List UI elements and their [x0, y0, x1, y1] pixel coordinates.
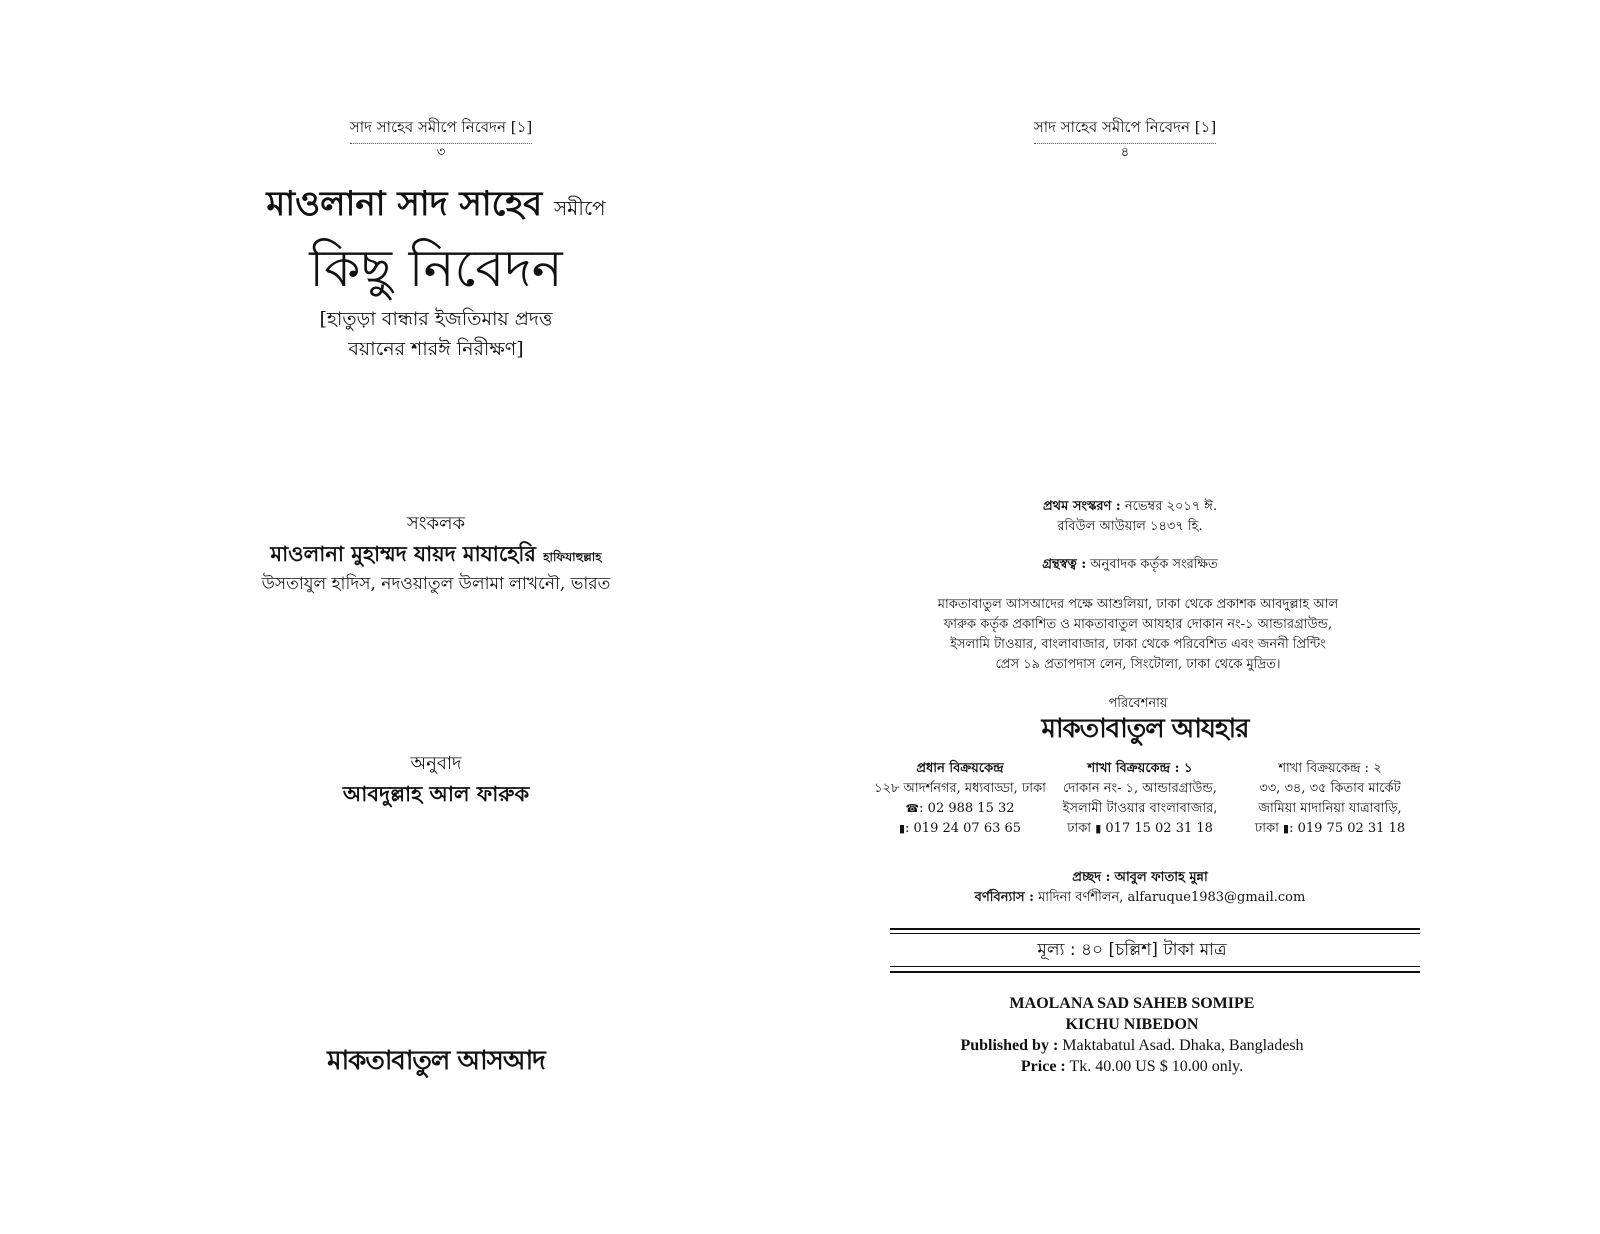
compiler-position: উসতাযুল হাদিস, নদওয়াতুল উলামা লাখনৌ, ভারত — [261, 574, 611, 594]
cover-value: আবুল ফাতাহ মুন্না — [1114, 870, 1208, 885]
distributor-logo: মাকতাবাতুল আযহার — [1041, 714, 1249, 744]
distribution-label: পরিবেশনায় — [1108, 696, 1168, 711]
price-english — [960, 1056, 1303, 1077]
compiler — [270, 538, 601, 573]
title-main: মাওলানা সাদ সাহেব — [266, 184, 543, 224]
running-head-right: সাদ সাহেব সমীপে নিবেদন [১] — [1034, 116, 1216, 144]
title-line1 — [266, 178, 605, 235]
price-rule-top — [890, 928, 1420, 930]
title-small: সমীপে — [553, 196, 606, 220]
edition-hijri: রবিউল আউয়াল ১৪৩৭ হি. — [1057, 519, 1203, 534]
published-by-label: Published by : — [960, 1037, 1059, 1054]
price-text: মূল্য : ৪০ [চল্লিশ] টাকা মাত্র — [1037, 940, 1227, 960]
copyright-value: অনুবাদক কর্তৃক সংরক্ষিত — [1090, 557, 1218, 572]
outlet-address: ৩৩, ৩৪, ৩৫ কিতাব মার্কেট — [1259, 781, 1401, 796]
edition-info — [1043, 497, 1217, 537]
price-value: Tk. 40.00 US $ 10.00 only. — [1069, 1058, 1244, 1075]
price-rule-top-thin — [890, 933, 1420, 934]
english-title2: KICHU NIBEDON — [1065, 1016, 1199, 1033]
copyright-line — [1042, 555, 1218, 575]
english-colophon — [960, 993, 1303, 1077]
mobile-icon: ▮ — [1283, 822, 1290, 835]
outlet-title: শাখা বিক্রয়কেন্দ্র : ২ — [1278, 761, 1382, 776]
published-by — [960, 1035, 1303, 1056]
price-rule-bottom-thin — [890, 966, 1420, 967]
page-number-right: ৪ — [1120, 145, 1130, 160]
typeset-credit — [975, 888, 1306, 908]
translator-name: আবদুল্লাহ আল ফারুক — [342, 782, 530, 806]
publisher-logo: মাকতাবাতুল আসআদ — [327, 1046, 545, 1076]
price-rule-bottom — [890, 971, 1420, 973]
outlet-address: ১২৮ আদর্শনগর, মধ্যবাড্ডা, ঢাকা — [874, 781, 1046, 796]
outlet-mobile: ঢাকা ▮: 019 75 02 31 18 — [1255, 819, 1405, 839]
outlet-address: জামিয়া মাদানিয়া যাত্রাবাড়ি, — [1258, 801, 1402, 816]
outlet-mobile: ঢাকা ▮ 017 15 02 31 18 — [1063, 819, 1218, 839]
subtitle-line1: [হাতুড়া বান্ধার ইজতিমায় প্রদত্ত — [319, 308, 553, 330]
title-line2: কিছু নিবেদন — [309, 239, 563, 299]
imprint — [938, 595, 1338, 675]
outlet-main — [874, 759, 1046, 839]
price-label: Price : — [1020, 1058, 1066, 1075]
edition-line — [1043, 497, 1217, 517]
page-number: ৩ — [436, 145, 446, 160]
credits — [975, 868, 1306, 908]
outlet-address: ইসলামী টাওয়ার বাংলাবাজার, — [1062, 801, 1218, 816]
outlet-address: দোকান নং- ১, আন্ডারগ্রাউন্ড, — [1063, 781, 1217, 796]
mobile-icon: ▮ — [898, 822, 906, 835]
published-by-value: Maktabatul Asad. Dhaka, Bangladesh — [1062, 1037, 1304, 1054]
subtitle — [319, 304, 552, 364]
compiler-label: সংকলক — [406, 513, 466, 534]
outlet-title: শাখা বিক্রয়কেন্দ্র : ১ — [1087, 761, 1193, 776]
outlet-title: প্রধান বিক্রয়কেন্দ্র — [916, 761, 1004, 776]
running-head: সাদ সাহেব সমীপে নিবেদন [১] — [350, 116, 532, 144]
typeset-value: মাদিনা বর্ণশীলন, alfaruque1983@gmail.com — [1038, 890, 1306, 905]
subtitle-line2: বয়ানের শারঈ নিরীক্ষণ] — [348, 338, 524, 360]
cover-label: প্রচ্ছদ : — [1072, 870, 1111, 885]
outlet-mobile: ▮: 019 24 07 63 65 — [874, 819, 1046, 839]
imprint-line: মাকতাবাতুল আসআদের পক্ষে আশুলিয়া, ঢাকা থেকে প্রকাশক আবদুল্লাহ আল — [937, 597, 1339, 612]
compiler-honorific: হাফিযাহুল্লাহ — [543, 550, 602, 564]
phone-icon: ☎ — [905, 802, 920, 815]
mobile-icon: ▮ — [1095, 822, 1102, 835]
imprint-line: ফারুক কর্তৃক প্রকাশিত ও মাকতাবাতুল আযহার দোকান নং-১ আন্ডারগ্রাউন্ড, — [943, 617, 1333, 632]
translator-label: অনুবাদ — [410, 753, 462, 774]
compiler-name: মাওলানা মুহাম্মদ যায়দ মাযাহেরি — [270, 542, 536, 566]
imprint-line: ইসলামি টাওয়ার, বাংলাবাজার, ঢাকা থেকে পরিবেশিত এবং জননী প্রিন্টিং — [950, 637, 1326, 652]
edition-value: নভেম্বর ২০১৭ ঈ. — [1124, 499, 1218, 514]
outlet-branch-2 — [1255, 759, 1405, 839]
cover-credit — [975, 868, 1306, 888]
edition-label: প্রথম সংস্করণ : — [1042, 499, 1121, 514]
typeset-label: বর্ণবিন্যাস : — [974, 890, 1034, 905]
outlet-branch-1 — [1063, 759, 1218, 839]
imprint-line: প্রেস ১৯ প্রতাপদাস লেন, সিংটোলা, ঢাকা থেকে মুদ্রিত। — [995, 657, 1281, 672]
copyright-label: গ্রন্থস্বত্ব : — [1042, 557, 1087, 572]
english-title1: MAOLANA SAD SAHEB SOMIPE — [1009, 995, 1255, 1012]
outlet-phone: ☎: 02 988 15 32 — [874, 799, 1046, 819]
